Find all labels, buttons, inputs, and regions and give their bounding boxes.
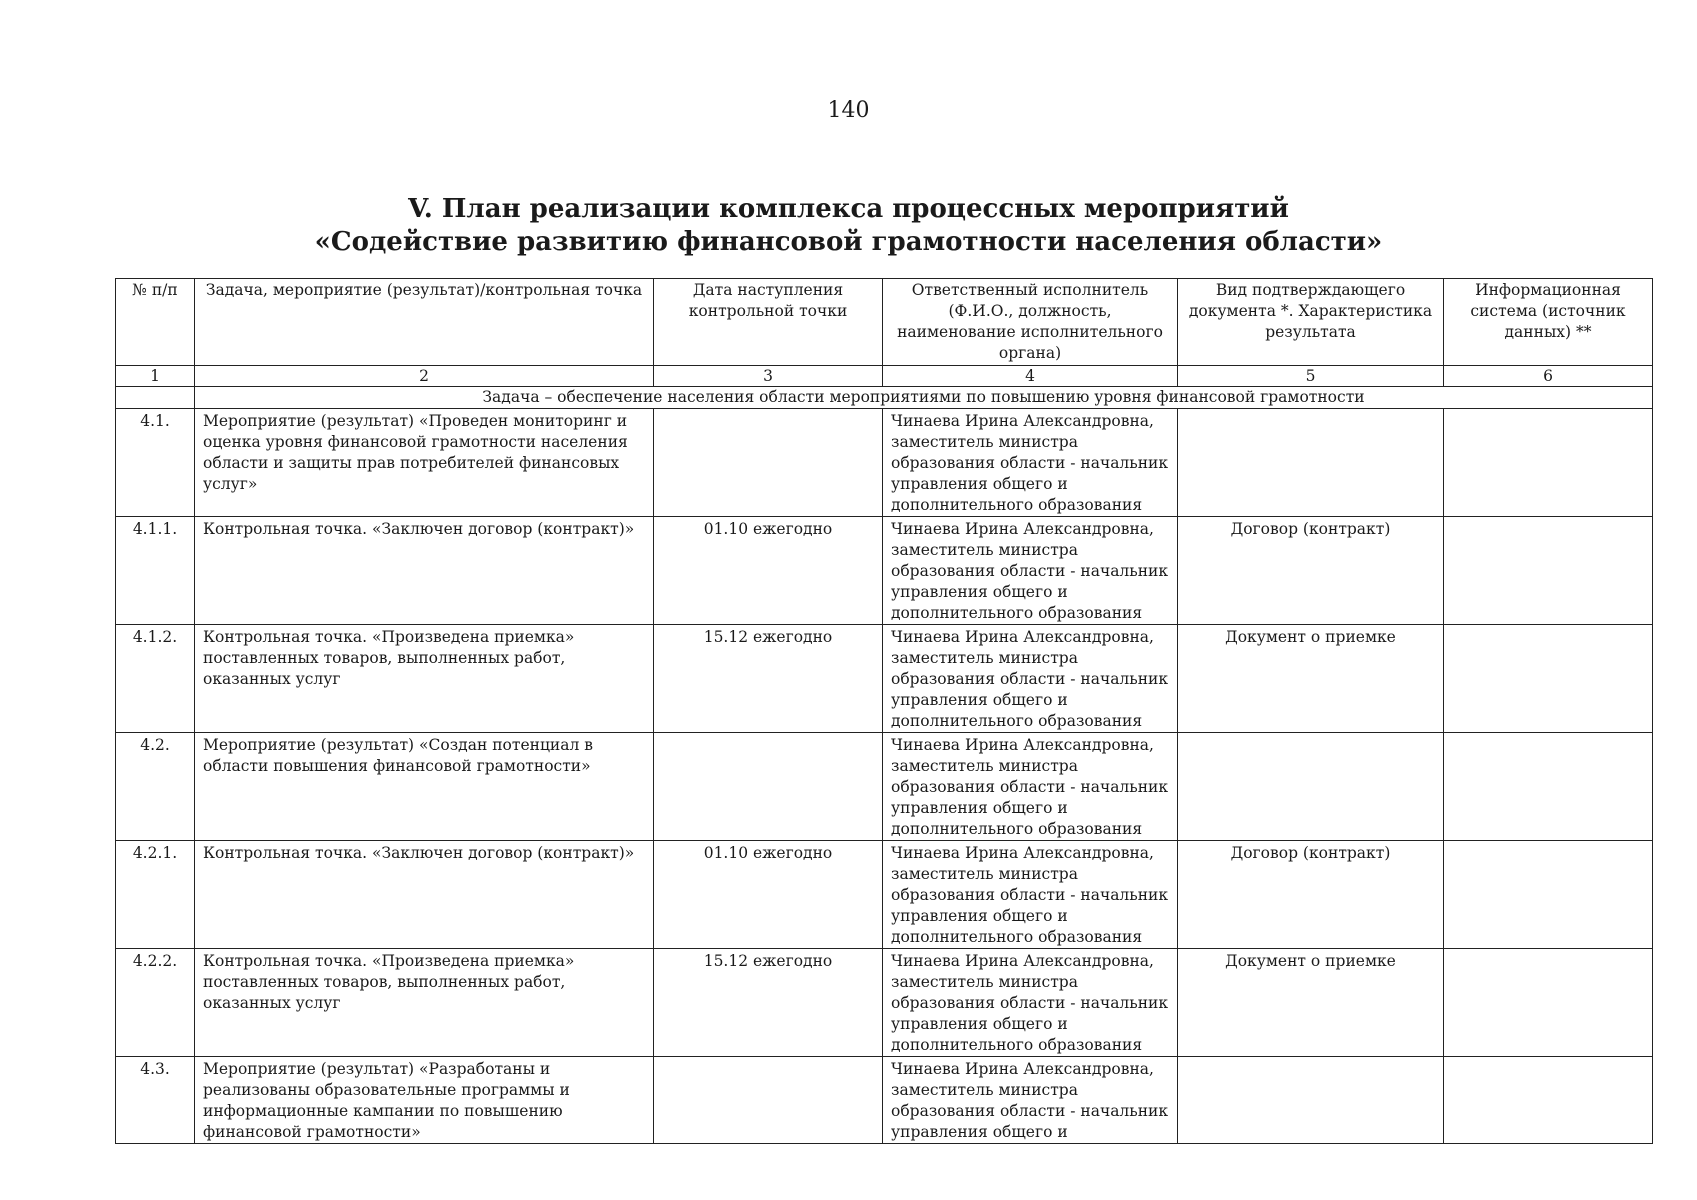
row-system	[1444, 841, 1653, 949]
row-date	[654, 1057, 883, 1144]
row-document: Договор (контракт)	[1178, 517, 1444, 625]
table-row	[116, 733, 1653, 841]
column-number: 6	[1444, 366, 1653, 387]
row-number: 4.2.	[116, 733, 195, 841]
header-executor: Ответственный исполнитель (Ф.И.О., должность, наименование исполнительного органа)	[883, 279, 1178, 366]
document-title	[0, 193, 1697, 259]
row-document: Документ о приемке	[1178, 625, 1444, 733]
row-item: Мероприятие (результат) «Проведен мониторинг и оценка уровня финансовой грамотности населения области и защиты прав потребителей финансовых услуг»	[195, 409, 654, 517]
task-text: Задача – обеспечение населения области мероприятиями по повышению уровня финансовой грамотности	[195, 387, 1653, 409]
table-row	[116, 625, 1653, 733]
row-system	[1444, 1057, 1653, 1144]
row-number: 4.1.2.	[116, 625, 195, 733]
column-number: 5	[1178, 366, 1444, 387]
row-document: Договор (контракт)	[1178, 841, 1444, 949]
row-date: 15.12 ежегодно	[654, 949, 883, 1057]
row-number: 4.2.2.	[116, 949, 195, 1057]
row-executor: Чинаева Ирина Александровна, заместитель министра образования области - начальник управления общего и дополнительного образования	[883, 625, 1178, 733]
column-number: 4	[883, 366, 1178, 387]
row-system	[1444, 409, 1653, 517]
row-executor: Чинаева Ирина Александровна, заместитель министра образования области - начальник управления общего и дополнительного образования	[883, 409, 1178, 517]
header-number: № п/п	[116, 279, 195, 366]
row-date: 01.10 ежегодно	[654, 517, 883, 625]
row-number: 4.1.1.	[116, 517, 195, 625]
row-document	[1178, 733, 1444, 841]
column-number-row	[116, 366, 1653, 387]
row-system	[1444, 625, 1653, 733]
row-item: Контрольная точка. «Заключен договор (контракт)»	[195, 517, 654, 625]
row-executor: Чинаева Ирина Александровна, заместитель министра образования области - начальник управления общего и	[883, 1057, 1178, 1144]
row-number: 4.1.	[116, 409, 195, 517]
column-number: 3	[654, 366, 883, 387]
table-row	[116, 1057, 1653, 1144]
row-date	[654, 733, 883, 841]
column-number: 2	[195, 366, 654, 387]
row-item: Контрольная точка. «Заключен договор (контракт)»	[195, 841, 654, 949]
row-item: Мероприятие (результат) «Разработаны и реализованы образовательные программы и информационные кампании по повышению финансовой грамотности»	[195, 1057, 654, 1144]
row-executor: Чинаева Ирина Александровна, заместитель министра образования области - начальник управления общего и дополнительного образования	[883, 841, 1178, 949]
row-number: 4.2.1.	[116, 841, 195, 949]
row-item: Контрольная точка. «Произведена приемка» поставленных товаров, выполненных работ, оказанных услуг	[195, 949, 654, 1057]
header-document: Вид подтверждающего документа *. Характеристика результата	[1178, 279, 1444, 366]
row-executor: Чинаева Ирина Александровна, заместитель министра образования области - начальник управления общего и дополнительного образования	[883, 517, 1178, 625]
title-line-2: «Содействие развитию финансовой грамотности населения области»	[314, 227, 1383, 257]
row-system	[1444, 949, 1653, 1057]
row-executor: Чинаева Ирина Александровна, заместитель министра образования области - начальник управления общего и дополнительного образования	[883, 733, 1178, 841]
row-executor: Чинаева Ирина Александровна, заместитель министра образования области - начальник управления общего и дополнительного образования	[883, 949, 1178, 1057]
row-date	[654, 409, 883, 517]
page-number: 140	[827, 98, 870, 123]
row-document: Документ о приемке	[1178, 949, 1444, 1057]
task-row	[116, 387, 1653, 409]
row-document	[1178, 1057, 1444, 1144]
row-item: Контрольная точка. «Произведена приемка» поставленных товаров, выполненных работ, оказанных услуг	[195, 625, 654, 733]
header-date: Дата наступления контрольной точки	[654, 279, 883, 366]
row-number: 4.3.	[116, 1057, 195, 1144]
title-line-1: V. План реализации комплекса процессных мероприятий	[408, 194, 1289, 224]
table-row	[116, 409, 1653, 517]
row-document	[1178, 409, 1444, 517]
plan-table	[115, 278, 1653, 1144]
row-date: 15.12 ежегодно	[654, 625, 883, 733]
row-item: Мероприятие (результат) «Создан потенциал в области повышения финансовой грамотности»	[195, 733, 654, 841]
column-number: 1	[116, 366, 195, 387]
table-row	[116, 949, 1653, 1057]
table-row	[116, 841, 1653, 949]
header-row	[116, 279, 1653, 366]
row-system	[1444, 733, 1653, 841]
header-system: Информационная система (источник данных) **	[1444, 279, 1653, 366]
row-system	[1444, 517, 1653, 625]
row-date: 01.10 ежегодно	[654, 841, 883, 949]
header-item: Задача, мероприятие (результат)/контрольная точка	[195, 279, 654, 366]
task-spacer	[116, 387, 195, 409]
table-row	[116, 517, 1653, 625]
